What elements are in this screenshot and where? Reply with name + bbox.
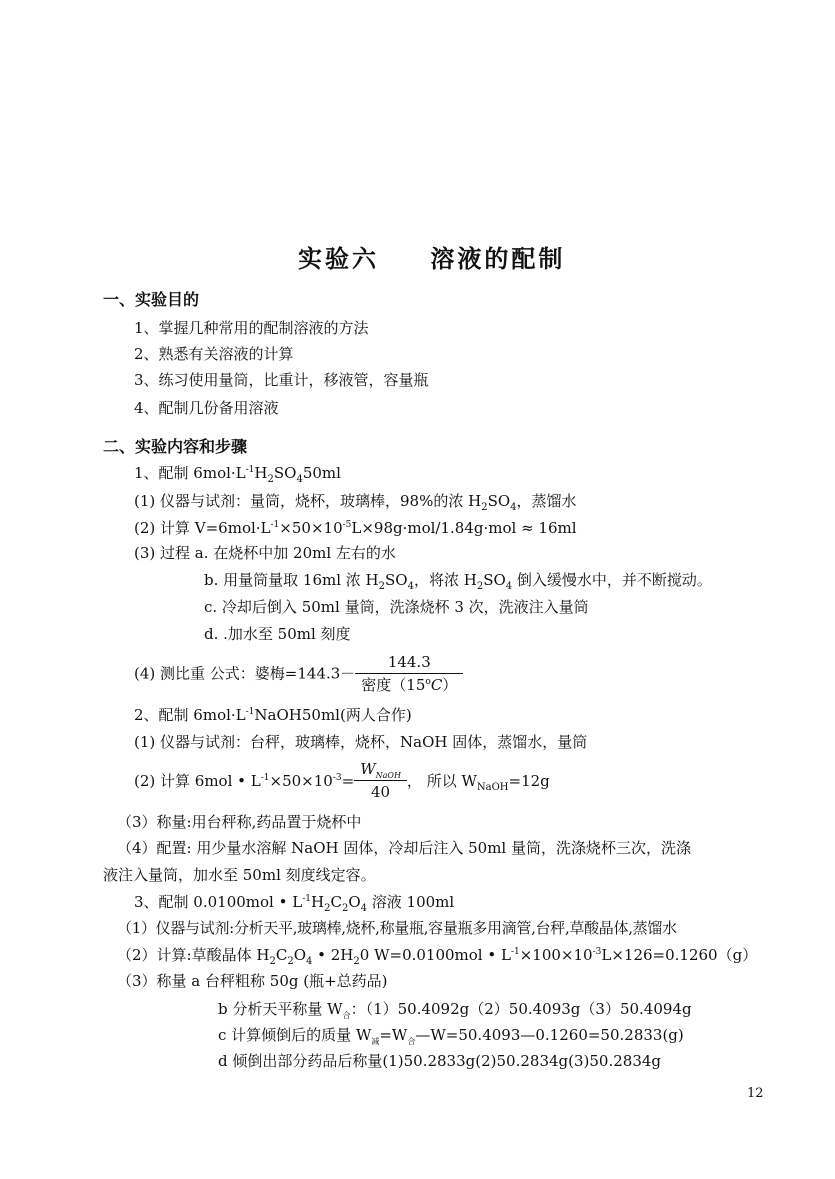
exp1-line-3d: d. .加水至 50ml 刻度	[204, 625, 351, 643]
exp1-line-1: (1) 仪器与试剂：量筒，烧杯，玻璃棒，98%的浓 $H_2SO_4$，蒸馏水	[134, 492, 577, 513]
exp2-line-2: (2) 计算 6mol • $L^{-1}\times 50\times 10^{-3}=$ $\frac{W_{NaOH}}{40}$ ， 所以 $W_{NaOH}=12g$	[134, 760, 550, 801]
exp3-line-3c: c 计算倾倒后的质量 $W_减=W_合—W=50.4093—0.1260=50.2833(g)$	[218, 1026, 684, 1046]
page-number: 12	[747, 1086, 764, 1101]
section1-heading: 一、实验目的	[103, 290, 200, 309]
baume-fraction: $\frac{144.3}{密度(15^oC)}$	[355, 653, 463, 694]
exp2-title: 2、配制 $6mol\cdot L^{-1}NaOH50ml$(两人合作)	[134, 706, 412, 724]
exp3-line-3: （3）称量 a 台秤粗称 50g (瓶+总药品)	[117, 972, 388, 990]
naoh-fraction: $\frac{W_{NaOH}}{40}$	[354, 760, 407, 801]
exp2-line-4b: 液注入量筒，加水至 50ml 刻度线定容。	[103, 866, 376, 884]
exp2-line-1: (1) 仪器与试剂：台秤，玻璃棒，烧杯，NaOH 固体，蒸馏水，量筒	[134, 733, 588, 751]
exp1-line-3c: c. 冷却后倒入 50ml 量筒，洗涤烧杯 3 次，洗液注入量筒	[204, 598, 589, 616]
section2-heading: 二、实验内容和步骤	[103, 437, 248, 456]
page-title	[298, 244, 565, 274]
objective-item-1: 1、掌握几种常用的配制溶液的方法	[134, 319, 369, 337]
exp2-line-4a: （4）配置: 用少量水溶解 NaOH 固体，冷却后注入 50ml 量筒，洗涤烧杯三次，洗涤	[117, 839, 691, 857]
title-part1: 实验六	[298, 244, 379, 273]
objective-item-2: 2、熟悉有关溶液的计算	[134, 345, 294, 363]
exp1-line-3b: b. 用量筒量取 16ml 浓 $H_2SO_4$，将浓 $H_2SO_4$ 倒入缓慢水中，并不断搅动。	[204, 571, 712, 592]
objective-item-3: 3、练习使用量筒，比重计，移液管，容量瓶	[134, 371, 429, 389]
exp1-line-3: (3) 过程 a. 在烧杯中加 20ml 左右的水	[134, 544, 396, 562]
exp3-title: 3、配制 0.0100mol • $L^{-1}H_2C_2O_4$ 溶液 100ml	[134, 893, 455, 914]
objective-item-4: 4、配制几份备用溶液	[134, 399, 279, 417]
exp1-line-4: (4) 测比重 公式：婆梅=144.3－ $\frac{144.3}{密度(15^oC)}$	[134, 653, 463, 694]
exp3-line-2: （2）计算:草酸晶体 $H_2C_2O_4$ • $2H_20$ W=0.0100mol • $L^{-1}\times 100\times 10^{-3}L\times 126=0.1260(g)$	[117, 946, 758, 967]
exp1-title: 1、配制 $6mol\cdot L^{-1}H_2SO_450ml$	[134, 464, 341, 485]
exp2-line-3: （3）称量:用台秤称,药品置于烧杯中	[117, 813, 362, 831]
exp1-line-2: (2) 计算 $V=6mol\cdot L^{-1}\times 50\times 10^{-5}L\times 98g\cdot mol/1.84g\cdot mol \approx 16ml$	[134, 519, 577, 537]
title-part2: 溶液的配制	[430, 244, 566, 273]
exp3-line-3d: d 倾倒出部分药品后称量(1)50.2833g(2)50.2834g(3)50.2834g	[218, 1052, 662, 1070]
exp3-line-1: （1）仪器与试剂:分析天平,玻璃棒,烧杯,称量瓶,容量瓶多用滴管,台秤,草酸晶体,蒸馏水	[117, 919, 677, 937]
exp3-line-3b: b 分析天平称量 $W_合$：（1）50.4092g（2）50.4093g（3）50.4094g	[218, 1000, 692, 1020]
